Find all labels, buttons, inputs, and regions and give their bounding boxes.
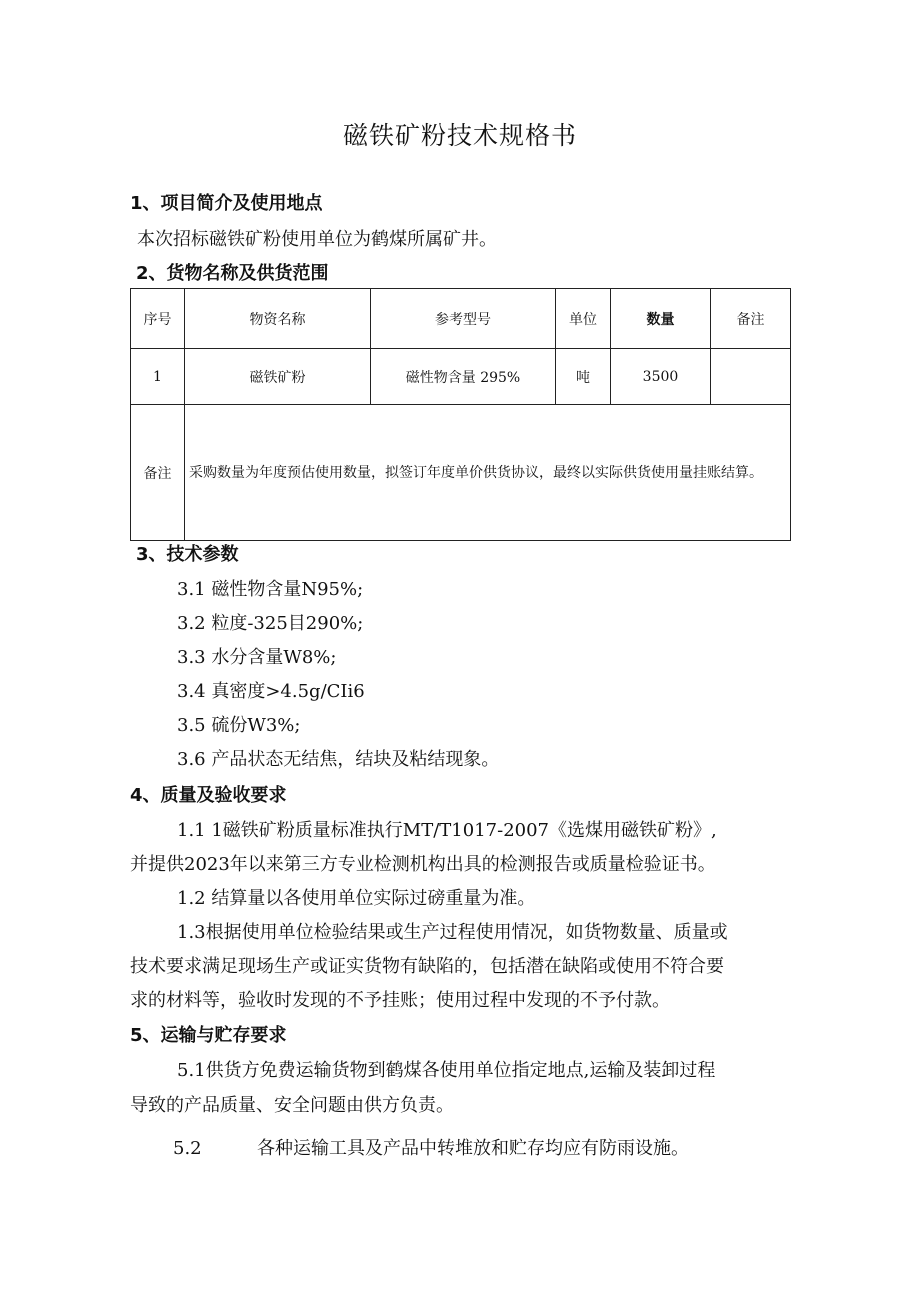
section-1-text: 本次招标磁铁矿粉使用单位为鹤煤所属矿井。 (137, 229, 497, 250)
row-cell-remark (711, 349, 791, 405)
row-cell-quantity: 3500 (611, 349, 711, 405)
transport-clause-1-line-1: 5.1供货方免费运输货物到鹤煤各使用单位指定地点,运输及装卸过程 (177, 1060, 716, 1081)
header-cell-unit: 单位 (556, 289, 611, 349)
header-cell-quantity: 数量 (611, 289, 711, 349)
note-text-cell: 采购数量为年度预估使用数量，拟签订年度单价供货协议，最终以实际供货使用量挂账结算。 (185, 405, 791, 541)
table-row (131, 349, 791, 405)
quality-clause-1-line-1: 1.1 1磁铁矿粉质量标准执行MT/T1017-2007《选煤用磁铁矿粉》, (177, 820, 717, 841)
quality-clause-3-line-3: 求的材料等，验收时发现的不予挂账；使用过程中发现的不予付款。 (130, 990, 670, 1011)
header-cell-remark: 备注 (711, 289, 791, 349)
tech-param-item: 3.1 磁性物含量N95%; (177, 579, 364, 600)
row-cell-index: 1 (131, 349, 185, 405)
tech-param-item: 3.4 真密度>4.5g/CIi6 (177, 681, 365, 702)
tech-param-item: 3.3 水分含量W8%; (177, 647, 337, 668)
header-cell-model: 参考型号 (371, 289, 556, 349)
quality-clause-3-line-1: 1.3根据使用单位检验结果或生产过程使用情况，如货物数量、质量或 (177, 922, 728, 943)
header-cell-name: 物资名称 (185, 289, 371, 349)
quality-clause-3-line-2: 技术要求满足现场生产或证实货物有缺陷的，包括潜在缺陷或使用不符合要 (130, 956, 724, 977)
row-cell-name: 磁铁矿粉 (185, 349, 371, 405)
table-note-row (131, 405, 791, 541)
quality-clause-2: 1.2 结算量以各使用单位实际过磅重量为准。 (177, 888, 536, 909)
quality-clause-1-line-2: 并提供2023年以来第三方专业检测机构出具的检测报告或质量检验证书。 (130, 854, 716, 875)
section-1-heading: 1、项目简介及使用地点 (130, 193, 323, 214)
table-header-row (131, 289, 791, 349)
section-5-heading: 5、运输与贮存要求 (130, 1025, 287, 1046)
row-cell-unit: 吨 (556, 349, 611, 405)
transport-clause-2-number: 5.2 (173, 1138, 202, 1159)
header-cell-index: 序号 (131, 289, 185, 349)
note-label-cell: 备注 (131, 405, 185, 541)
tech-param-item: 3.6 产品状态无结焦，结块及粘结现象。 (177, 749, 500, 770)
document-title: 磁铁矿粉技术规格书 (342, 121, 577, 150)
section-4-heading: 4、质量及验收要求 (130, 785, 287, 806)
goods-table (130, 288, 791, 541)
tech-param-item: 3.2 粒度-325目290%; (177, 613, 364, 634)
row-cell-model: 磁性物含量 295% (371, 349, 556, 405)
tech-param-item: 3.5 硫份W3%; (177, 715, 301, 736)
section-2-heading: 2、货物名称及供货范围 (136, 263, 329, 284)
section-3-heading: 3、技术参数 (136, 544, 239, 565)
transport-clause-1-line-2: 导致的产品质量、安全问题由供方负责。 (130, 1095, 454, 1116)
transport-clause-2-text: 各种运输工具及产品中转堆放和贮存均应有防雨设施。 (257, 1138, 689, 1159)
